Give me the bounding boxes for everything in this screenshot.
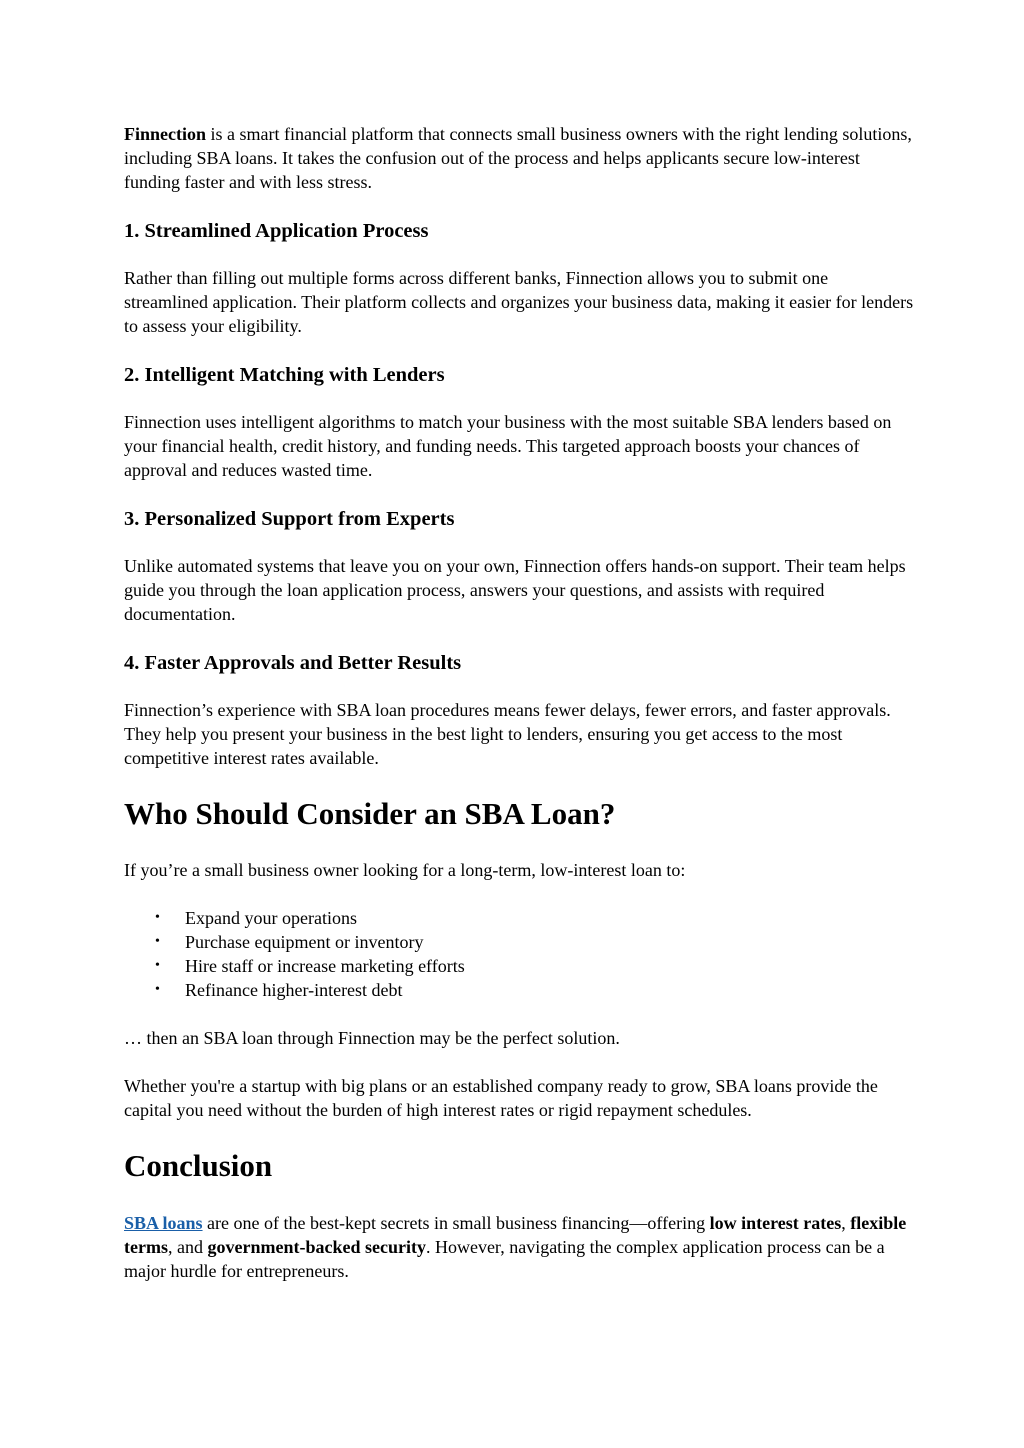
section-4-heading: 4. Faster Approvals and Better Results: [124, 652, 462, 674]
conclusion-text: are one of the best-kept secrets in small business financing—offering: [202, 1213, 710, 1233]
list-item: [124, 978, 914, 1002]
bullet-icon: •: [155, 958, 160, 973]
bullet-icon: •: [155, 934, 160, 949]
section-1-body: Rather than filling out multiple forms across different banks, Finnection allows you to submit one streamlined application. Their platform collects and organizes your business data, making it easier for lenders to assess your eligibility.: [124, 268, 914, 336]
emphasis-flexible-terms: flexible terms: [124, 1213, 907, 1257]
who-list: [124, 906, 914, 1002]
bullet-icon: •: [155, 910, 160, 925]
section-2-heading: 2. Intelligent Matching with Lenders: [124, 364, 445, 386]
list-item: [124, 930, 914, 954]
section-3-body: Unlike automated systems that leave you on your own, Finnection offers hands-on support. Their team helps guide you through the loan application process, answers your questions, and assists with required documentation.: [124, 556, 906, 624]
list-item: [124, 954, 914, 978]
brand-name: Finnection: [124, 124, 207, 144]
list-item: [124, 906, 914, 930]
who-heading: Who Should Consider an SBA Loan?: [124, 796, 616, 831]
list-item-text: Purchase equipment or inventory: [185, 932, 424, 952]
section-3-heading: 3. Personalized Support from Experts: [124, 508, 455, 530]
document-page: [124, 122, 914, 1283]
sba-loans-link[interactable]: SBA loans: [124, 1213, 203, 1233]
who-lead: If you’re a small business owner looking for a long-term, low-interest loan to:: [124, 860, 686, 880]
bullet-icon: •: [155, 982, 160, 997]
conclusion-text: , and: [167, 1237, 208, 1257]
conclusion-text: . However, navigating the complex application process can be a major hurdle for entrepreneurs.: [124, 1237, 885, 1281]
list-item-text: Expand your operations: [185, 908, 357, 928]
list-item-text: Hire staff or increase marketing efforts: [185, 956, 465, 976]
who-closing: Whether you're a startup with big plans or an established company ready to grow, SBA loans provide the capital you need without the burden of high interest rates or rigid repayment schedules.: [124, 1076, 878, 1120]
who-followup: … then an SBA loan through Finnection may be the perfect solution.: [124, 1028, 620, 1048]
emphasis-low-interest: low interest rates: [709, 1213, 842, 1233]
emphasis-government-backed: government-backed security: [207, 1237, 426, 1257]
intro-paragraph: [124, 122, 914, 194]
section-1-heading: 1. Streamlined Application Process: [124, 220, 429, 242]
section-4-body: Finnection’s experience with SBA loan procedures means fewer delays, fewer errors, and faster approvals. They help you present your business in the best light to lenders, ensuring you get access to the most competitive interest rates available.: [124, 700, 891, 768]
list-item-text: Refinance higher-interest debt: [185, 980, 403, 1000]
conclusion-text: ,: [841, 1213, 851, 1233]
intro-text: is a smart financial platform that connects small business owners with the right lending solutions, including SBA loans. It takes the confusion out of the process and helps applicants secure low-interest funding faster and with less stress.: [124, 124, 912, 192]
section-2-body: Finnection uses intelligent algorithms to match your business with the most suitable SBA lenders based on your financial health, credit history, and funding needs. This targeted approach boosts your chances of approval and reduces wasted time.: [124, 412, 892, 480]
conclusion-paragraph: [124, 1211, 914, 1283]
conclusion-heading: Conclusion: [124, 1148, 273, 1183]
